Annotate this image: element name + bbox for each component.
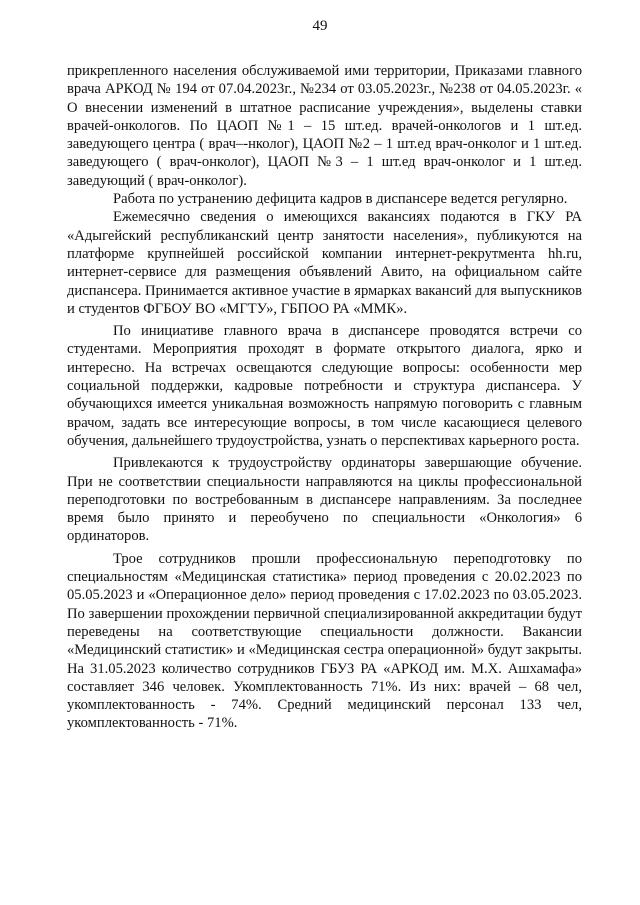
paragraph-staff-positions: прикрепленного населения обслуживаемой ими территории, Приказами главного врача АРКОД № 194 от 07.04.2023г., №234 от 03.05.2023г., №238 от 04.05.2023г. « О внесении изменений в штатное расписание учреждения», выделены ставки врачей-онкологов. По ЦАОП №1 – 15 шт.ед. врачей-онкологов и 1 шт.ед. заведующего центра ( врач–-нколог), ЦАОП №2 – 1 шт.ед врач-онколог и 1 шт.ед. заведующего ( врач-онколог), ЦАОП №3 – 1 шт.ед врач-онколог и 1 шт.ед. заведующий ( врач-онколог). (67, 63, 582, 189)
page-number: 49 (312, 18, 328, 34)
paragraph-staff-shortage: Работа по устранению дефицита кадров в диспансере ведется регулярно. (113, 191, 568, 208)
body-text (67, 62, 582, 733)
paragraph-residents: Привлекаются к трудоустройству ординаторы завершающие обучение. При не соответствии специальности направляются на циклы профессиональной переподготовки по востребованным в диспансере направлениям. За последнее время было принято и переобучено по специальности «Онкология» 6 ординаторов. (67, 455, 582, 545)
paragraph-retraining-stats: Трое сотрудников прошли профессиональную переподготовку по специальностям «Медицинская статистика» период проведения с 20.02.2023 по 05.05.2023 и «Операционное дело» период проведения с 17.02.2023 по 03.05.2023. По завершении прохождении первичной специализированной аккредитации будут переведены на соответствующие специальности должности. Вакансии «Медицинский статистик» и «Медицинская сестра операционной» будут закрыты. На 31.05.2023 количество сотрудников ГБУЗ РА «АРКОД им. М.Х. Ашхамафа» составляет 346 человек. Укомплектованность 71%. Из них: врачей – 68 чел, укомплектованность - 74%. Средний медицинский персонал 133 чел, укомплектованность - 71%. (67, 550, 582, 732)
paragraph-vacancies: Ежемесячно сведения о имеющихся вакансиях подаются в ГКУ РА «Адыгейский республиканский центр занятости населения», публикуются на платформе крупнейшей российской компании интернет-рекрутмента hh.ru, интернет-сервисе для размещения объявлений Авито, на официальном сайте диспансера. Принимается активное участие в ярмарках вакансий для выпускников и студентов ФГБОУ ВО «МГТУ», ГБПОО РА «ММК». (67, 209, 582, 317)
paragraph-student-meetings: По инициативе главного врача в диспансере проводятся встречи со студентами. Мероприятия проходят в формате открытого диалога, ярко и интересно. На встречах освещаются следующие вопросы: особенности мер социальной поддержки, кадровые потребности и структура диспансера. У обучающихся имеется уникальная возможность напрямую поговорить с главным врачом, задать все интересующие вопросы, в том числе касающиеся целевого обучения, дальнейшего трудоустройства, узнать о перспективах карьерного роста. (67, 323, 582, 449)
